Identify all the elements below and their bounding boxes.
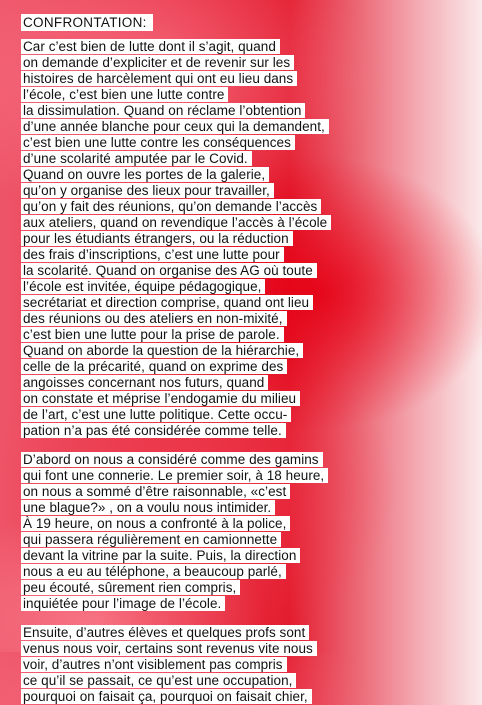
text-line-content: Quand on aborde la question de la hiérarchie, [21, 343, 303, 358]
paragraph [21, 625, 466, 705]
text-line [21, 532, 466, 548]
text-line-content: la dissimulation. Quand on réclame l’obtention [21, 103, 305, 118]
text-line [21, 247, 466, 263]
paragraph [21, 39, 466, 439]
text-line-content: de l’art, c’est une lutte politique. Cette occu- [21, 407, 291, 422]
text-line-content: qui font une connerie. Le premier soir, à 18 heure, [21, 468, 328, 483]
text-line-content: voir, d’autres n’ont visiblement pas compris [21, 657, 287, 672]
text-line-content: des frais d’inscriptions, c’est une lutte pour [21, 247, 284, 262]
text-line [21, 103, 466, 119]
text-line [21, 689, 466, 705]
text-line-content: pourquoi on faisait ça, pourquoi on faisait chier, [21, 689, 312, 704]
text-line-content: venus nous voir, certains sont revenus vite nous [21, 641, 317, 656]
text-line [21, 391, 466, 407]
text-line [21, 119, 466, 135]
text-line-content: À 19 heure, on nous a confronté à la police, [21, 516, 290, 531]
text-line [21, 641, 466, 657]
text-line [21, 673, 466, 689]
text-line-content: D’abord on nous a considéré comme des gamins [21, 452, 323, 467]
text-line-content: angoisses concernant nos futurs, quand [21, 375, 268, 390]
text-line-content: peu écouté, sûrement rien compris, [21, 580, 240, 595]
text-line-content: ce qu’il se passait, ce qu’est une occupation, [21, 673, 296, 688]
text-line-content: nous a eu au téléphone, a beaucoup parlé, [21, 564, 286, 579]
text-line [21, 375, 466, 391]
text-line-content: d’une scolarité amputée par le Covid. [21, 151, 252, 166]
text-line [21, 279, 466, 295]
text-line [21, 516, 466, 532]
text-line [21, 55, 466, 71]
text-line-content: on demande d’expliciter et de revenir sur les [21, 55, 294, 70]
text-line-content: qu’on y organise des lieux pour travailler, [21, 183, 274, 198]
text-line [21, 407, 466, 423]
text-line-content: secrétariat et direction comprise, quand ont lieu [21, 295, 313, 310]
text-line [21, 548, 466, 564]
text-line [21, 135, 466, 151]
text-line-content: inquiétée pour l’image de l’école. [21, 596, 225, 611]
text-line-content: c’est bien une lutte pour la prise de parole. [21, 327, 284, 342]
text-line-content: l’école, c’est bien une lutte contre [21, 87, 228, 102]
text-line [21, 295, 466, 311]
paragraph [21, 452, 466, 612]
text-line-content: Ensuite, d’autres élèves et quelques profs sont [21, 625, 309, 640]
text-line [21, 71, 466, 87]
text-line-content: une blague?» , on a voulu nous intimider. [21, 500, 275, 515]
text-line-content: qui passera régulièrement en camionnette [21, 532, 281, 547]
text-line [21, 359, 466, 375]
text-line [21, 500, 466, 516]
text-line-content: pation n’a pas été considérée comme telle. [21, 423, 286, 438]
text-line-content: histoires de harcèlement qui ont eu lieu dans [21, 71, 297, 86]
text-line [21, 484, 466, 500]
text-line [21, 183, 466, 199]
text-line [21, 423, 466, 439]
text-line [21, 151, 466, 167]
text-line-content: Car c’est bien de lutte dont il s’agit, quand [21, 39, 280, 54]
text-line [21, 263, 466, 279]
document-body [21, 14, 466, 705]
text-line [21, 87, 466, 103]
text-line-content: Quand on ouvre les portes de la galerie, [21, 167, 269, 182]
text-line-content: qu’on y fait des réunions, qu’on demande l’accès [21, 199, 321, 214]
text-line-content: pour les étudiants étrangers, ou la réduction [21, 231, 293, 246]
text-line [21, 199, 466, 215]
text-line-content: celle de la précarité, quand on exprime des [21, 359, 287, 374]
text-line [21, 343, 466, 359]
text-line-content: des réunions ou des ateliers en non-mixité, [21, 311, 287, 326]
text-line [21, 311, 466, 327]
text-line [21, 657, 466, 673]
text-line-content: on constate et méprise l’endogamie du milieu [21, 391, 300, 406]
text-line [21, 167, 466, 183]
text-line [21, 468, 466, 484]
text-line [21, 625, 466, 641]
paragraphs [21, 39, 466, 705]
text-line [21, 580, 466, 596]
text-line [21, 327, 466, 343]
text-line-content: on nous a sommé d’être raisonnable, «c’est [21, 484, 290, 499]
text-line [21, 596, 466, 612]
text-line-content: c’est bien une lutte contre les conséquences [21, 135, 295, 150]
text-line-content: devant la vitrine par la suite. Puis, la direction [21, 548, 300, 563]
text-line [21, 564, 466, 580]
text-line-content: aux ateliers, quand on revendique l’accès à l’école [21, 215, 331, 230]
text-line-content: la scolarité. Quand on organise des AG où toute [21, 263, 317, 278]
text-line [21, 452, 466, 468]
text-line [21, 39, 466, 55]
text-line [21, 215, 466, 231]
text-line [21, 231, 466, 247]
text-line-content: d’une année blanche pour ceux qui la demandent, [21, 119, 329, 134]
text-line-content: l’école est invitée, équipe pédagogique, [21, 279, 265, 294]
section-heading: CONFRONTATION: [21, 14, 153, 31]
